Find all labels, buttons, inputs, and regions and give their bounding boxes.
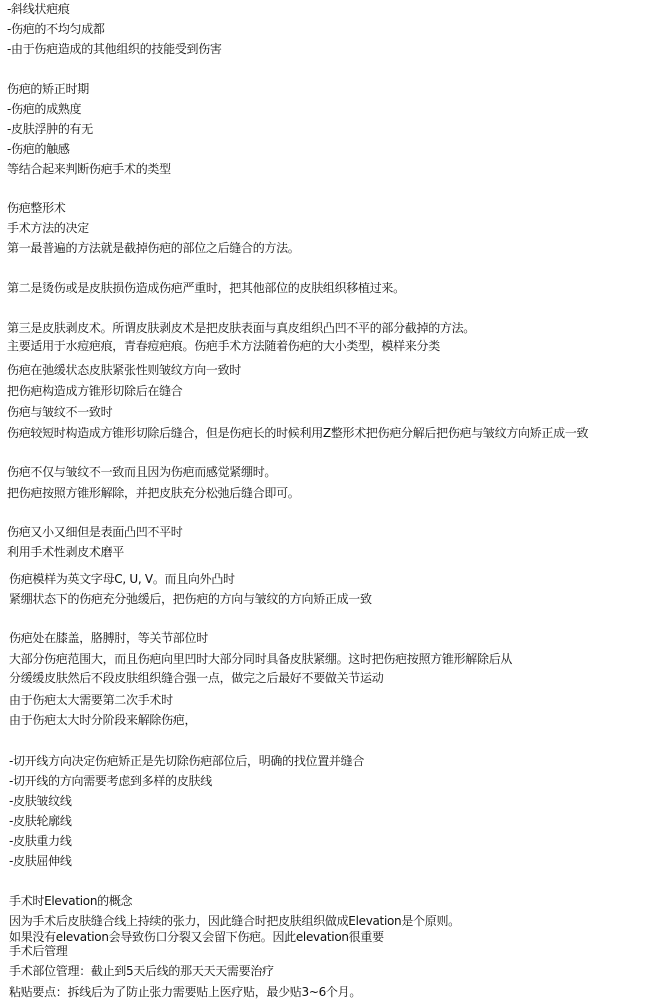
text-line: -切开线的方向需要考虑到多样的皮肤线 bbox=[9, 774, 212, 788]
text-line: 把伤疤按照方锥形解除，并把皮肤充分松弛后缝合即可。 bbox=[7, 486, 300, 500]
text-line: -伤疤的成熟度 bbox=[7, 102, 82, 116]
text-line: 伤疤又小又细但是表面凸凹不平时 bbox=[7, 525, 183, 539]
text-line: 手术时Elevation的概念 bbox=[9, 894, 133, 908]
text-line: -伤疤的不均匀成都 bbox=[7, 22, 105, 36]
text-line: 手术方法的决定 bbox=[7, 221, 89, 235]
text-line: -皮肤重力线 bbox=[9, 834, 72, 848]
text-line: 伤疤处在膝盖，胳膊肘，等关节部位时 bbox=[9, 631, 208, 645]
text-line: 第一最普遍的方法就是截掉伤疤的部位之后缝合的方法。 bbox=[7, 241, 300, 255]
text-line: 伤疤不仅与皱纹不一致而且因为伤疤而感觉紧绷时。 bbox=[7, 465, 277, 479]
text-line: -由于伤疤造成的其他组织的技能受到伤害 bbox=[7, 42, 222, 56]
text-line: 等结合起来判断伤疤手术的类型 bbox=[7, 162, 171, 176]
text-line: 伤疤在弛缓状态皮肤紧张性则皱纹方向一致时 bbox=[7, 363, 242, 377]
text-line: 伤疤整形术 bbox=[7, 201, 66, 215]
text-line: 手术后管理 bbox=[9, 944, 68, 958]
text-line: 如果没有elevation会导致伤口分裂又会留下伤疤。因此elevation很重要 bbox=[9, 930, 384, 944]
text-line: -皮肤皱纹线 bbox=[9, 794, 72, 808]
text-line: -皮肤轮廓线 bbox=[9, 814, 72, 828]
text-line: 伤疤较短时构造成方锥形切除后缝合，但是伤疤长的时候利用Z整形术把伤疤分解后把伤疤与皱纹方向矫正成一致 bbox=[7, 426, 589, 440]
text-line: 伤疤与皱纹不一致时 bbox=[7, 405, 113, 419]
text-line: 分缓缓皮肤然后不段皮肤组织缝合强一点，做完之后最好不要做关节运动 bbox=[9, 671, 384, 685]
text-line: -切开线方向决定伤疤矫正是先切除伤疤部位后，明确的找位置并缝合 bbox=[9, 754, 365, 768]
text-line: 由于伤疤太大时分阶段来解除伤疤， bbox=[9, 713, 197, 727]
text-line: 第三是皮肤剥皮术。所谓皮肤剥皮术是把皮肤表面与真皮组织凸凹不平的部分截掉的方法。 bbox=[7, 321, 476, 335]
text-line: -皮肤浮肿的有无 bbox=[7, 122, 93, 136]
text-line: 利用手术性剥皮术磨平 bbox=[7, 545, 125, 559]
text-line: 把伤疤构造成方锥形切除后在缝合 bbox=[7, 384, 183, 398]
text-line: -皮肤屈伸线 bbox=[9, 854, 72, 868]
text-line: 伤疤的矫正时期 bbox=[7, 82, 89, 96]
text-line: 伤疤模样为英文字母C, U, V。而且向外凸时 bbox=[9, 572, 235, 586]
text-line: 手术部位管理：截止到5天后线的那天天天需要治疗 bbox=[9, 964, 274, 978]
text-line: 大部分伤疤范围大，而且伤疤向里凹时大部分同时具备皮肤紧绷。这时把伤疤按照方锥形解除后从 bbox=[9, 652, 513, 666]
text-line: -斜线状疤痕 bbox=[7, 2, 70, 16]
text-line: 因为手术后皮肤缝合线上持续的张力，因此缝合时把皮肤组织做成Elevation是个原则。 bbox=[9, 914, 460, 928]
text-line: 主要适用于水痘疤痕，青春痘疤痕。伤疤手术方法随着伤疤的大小类型，模样来分类 bbox=[7, 339, 440, 353]
text-line: 第二是烫伤或是皮肤损伤造成伤疤严重时，把其他部位的皮肤组织移植过来。 bbox=[7, 281, 405, 295]
text-line: 由于伤疤太大需要第二次手术时 bbox=[9, 693, 173, 707]
text-line: 紧绷状态下的伤疤充分弛缓后，把伤疤的方向与皱纹的方向矫正成一致 bbox=[9, 592, 372, 606]
text-line: -伤疤的触感 bbox=[7, 142, 70, 156]
text-line: 粘贴要点：拆线后为了防止张力需要贴上医疗贴，最少贴3~6个月。 bbox=[9, 985, 362, 999]
